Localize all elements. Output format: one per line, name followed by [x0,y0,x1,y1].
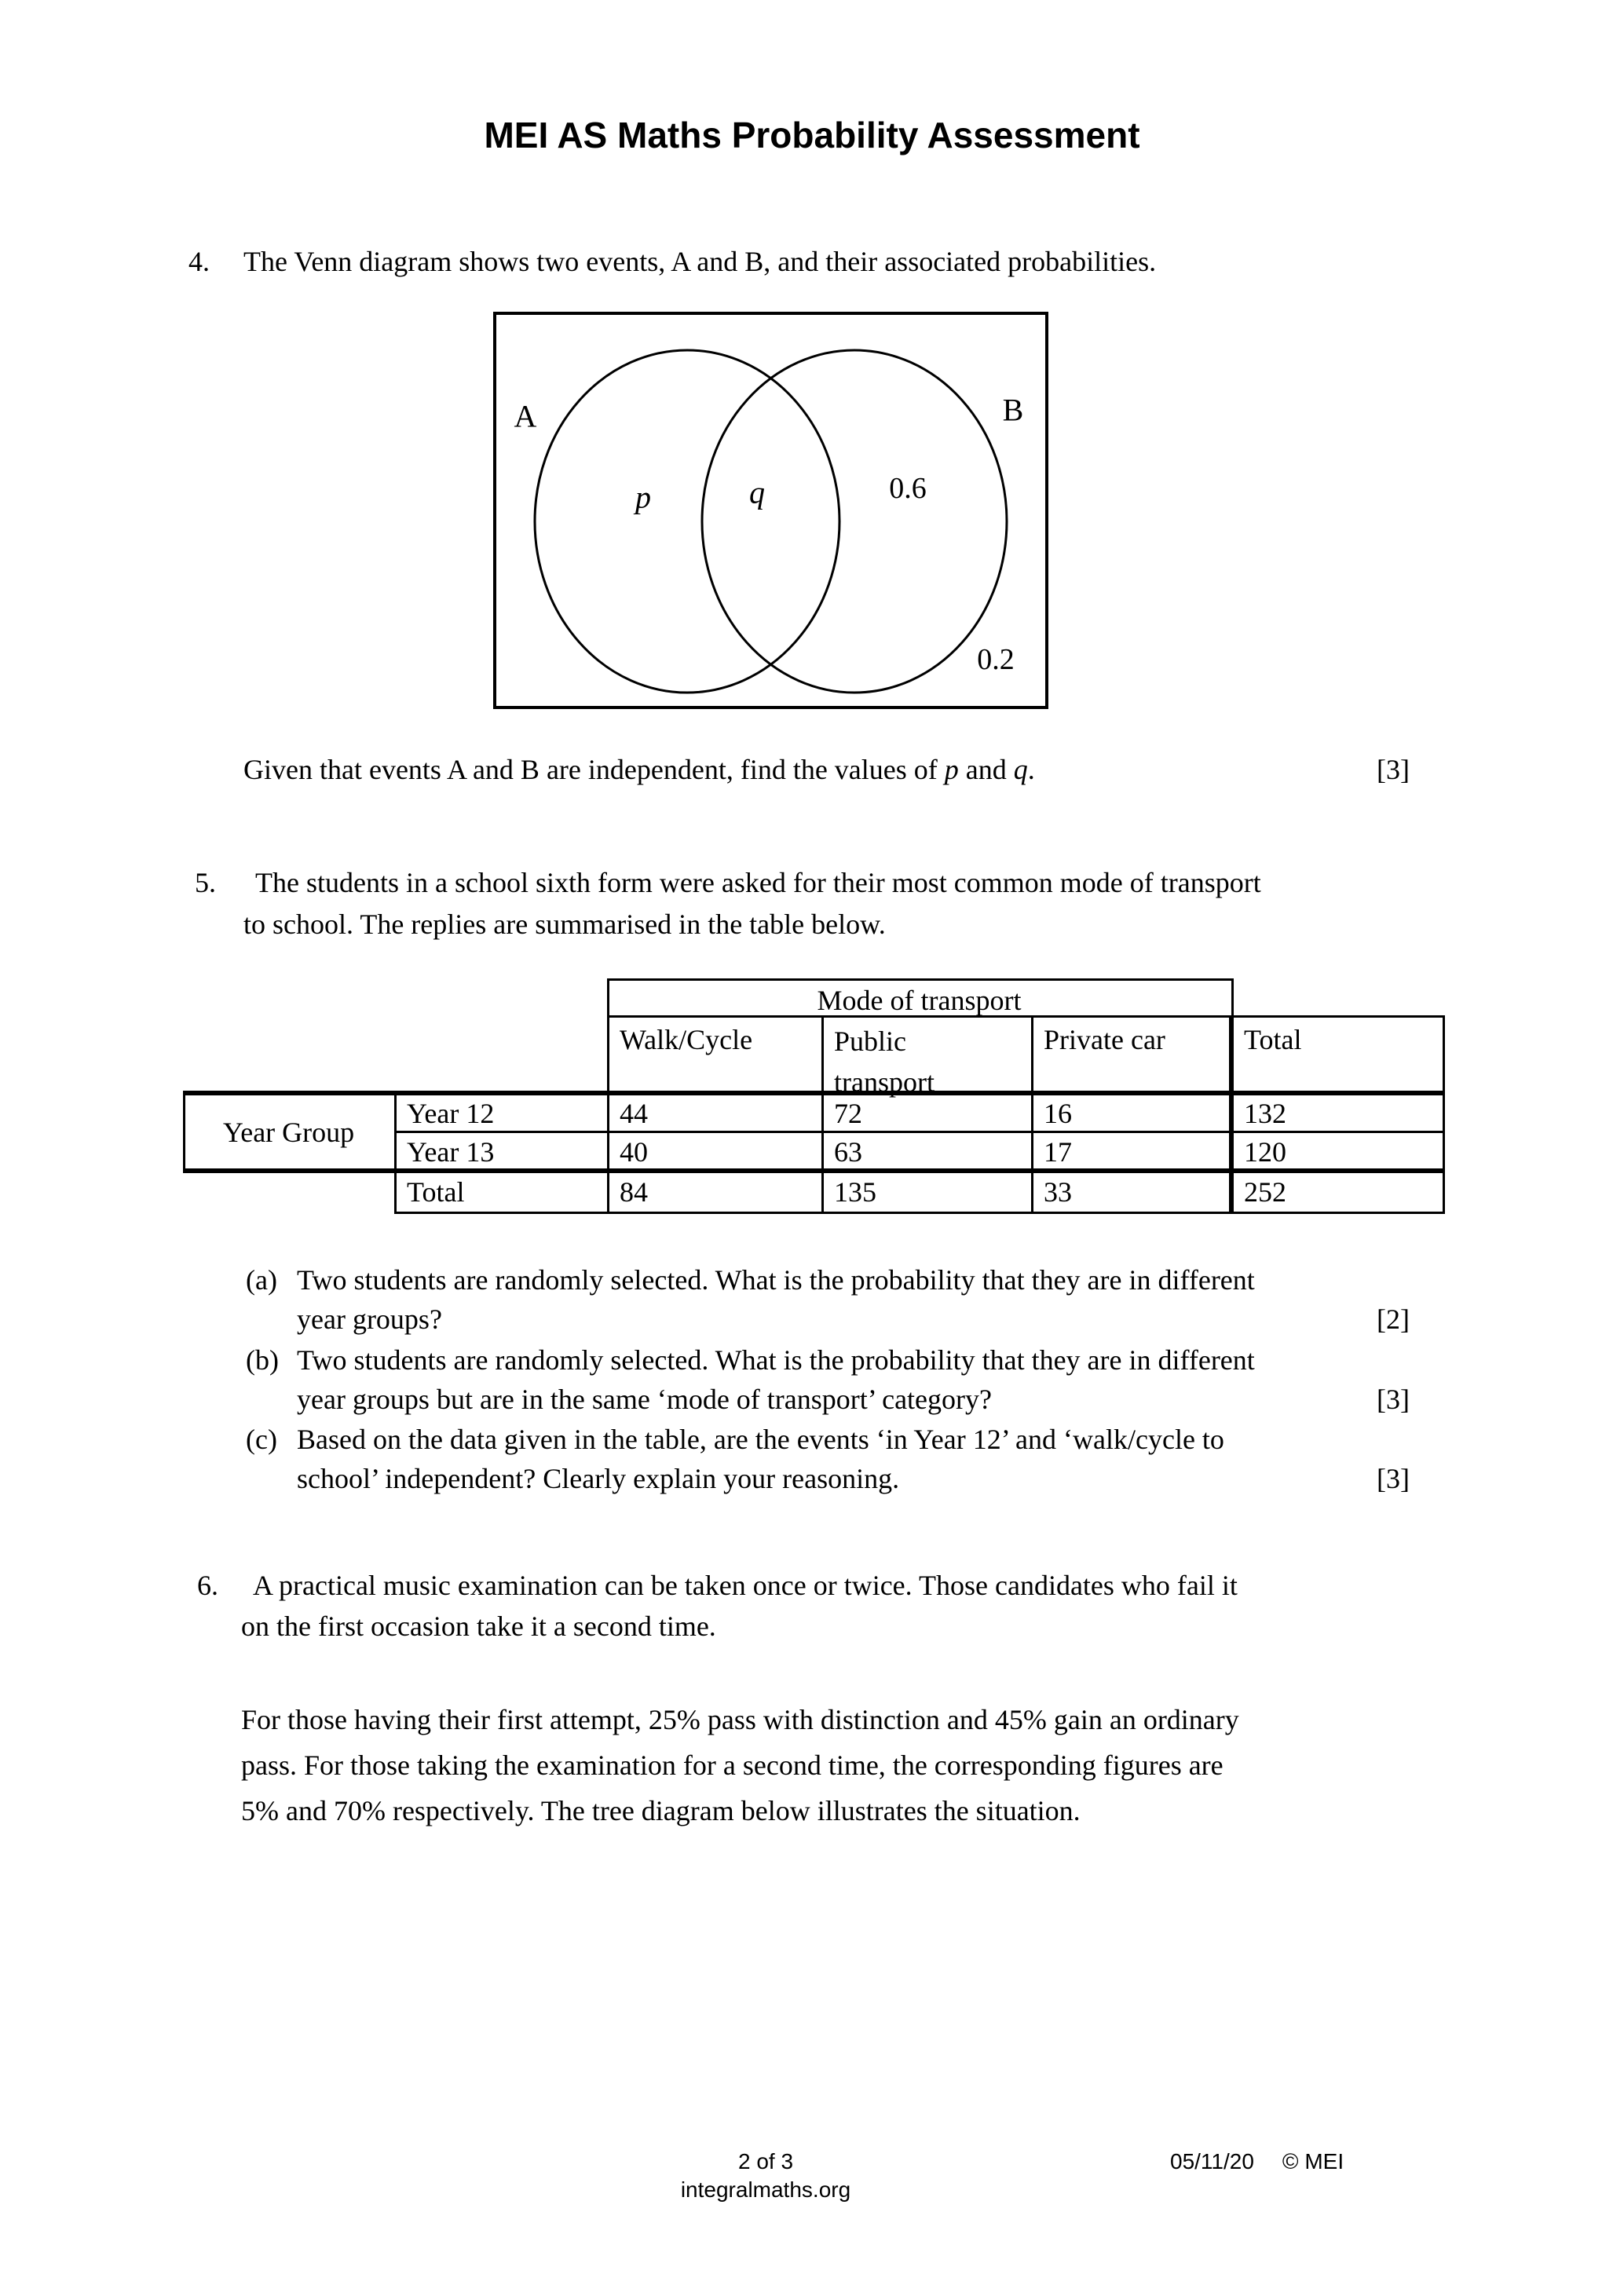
q6-line1: A practical music examination can be taken once or twice. Those candidates who fail it [253,1570,1238,1601]
table-line [1031,1015,1033,1214]
venn-value-b-only: 0.6 [889,472,927,505]
footer-date: 05/11/20 [1170,2149,1254,2174]
q4-given-period: . [1027,754,1035,785]
q5a-line1: Two students are randomly selected. What is the probability that they are in different [297,1264,1255,1296]
venn-svg [496,315,1045,706]
q4-prompt: The Venn diagram shows two events, A and B, and their associated probabilities. [243,246,1157,277]
footer-page-number: 2 of 3 [737,2149,794,2174]
table-line [394,1212,1445,1214]
q5c-label: (c) [246,1424,277,1455]
table-col-header-private: Private car [1044,1024,1165,1055]
q5b-line1: Two students are randomly selected. What is the probability that they are in different [297,1344,1255,1376]
q5b-label: (b) [246,1344,279,1376]
q5a-label: (a) [246,1264,277,1296]
q5-line2: to school. The replies are summarised in the table below. [243,909,886,940]
page-title: MEI AS Maths Probability Assessment [484,115,1140,155]
q6-para2-line1: For those having their first attempt, 25% pass with distinction and 45% gain an ordinary [241,1704,1239,1735]
q4-given-text: Given that events A and B are independent, find the values of [243,754,945,785]
table-cell: 16 [1044,1098,1072,1129]
table-corner-label: Year Group [222,1117,355,1148]
q4-given-and: and [958,754,1014,785]
q4-marks: [3] [1377,754,1410,785]
q5b-line2: year groups but are in the same ‘mode of transport’ category? [297,1384,992,1415]
table-line [1231,978,1234,1015]
table-cell: 33 [1044,1176,1072,1208]
table-cell: 120 [1244,1136,1286,1168]
venn-circle-b [702,350,1007,693]
table-cell: 63 [834,1136,862,1168]
venn-circle-a [535,350,839,693]
q5a-line2: year groups? [297,1303,442,1335]
table-cell: 72 [834,1098,862,1129]
q6-para2-line3: 5% and 70% respectively. The tree diagram below illustrates the situation. [241,1795,1081,1826]
table-row-label: Year 13 [407,1136,495,1168]
table-line [821,1015,824,1214]
footer-copyright: © MEI [1282,2149,1344,2174]
q4-number: 4. [188,246,210,277]
table-line [394,1093,397,1214]
table-line [394,1131,1445,1133]
q5c-line2: school’ independent? Clearly explain your reasoning. [297,1463,900,1494]
table-cell: 135 [834,1176,876,1208]
q6-para2-line2: pass. For those taking the examination for a second time, the corresponding figures are [241,1749,1223,1781]
q4-var-p: p [944,754,959,785]
q4-var-q: q [1013,754,1028,785]
venn-value-outside: 0.2 [977,643,1015,676]
table-cell: 132 [1244,1098,1286,1129]
q6-line2: on the first occasion take it a second time. [241,1610,716,1642]
table-cell: 84 [620,1176,648,1208]
q5c-line1: Based on the data given in the table, are the events ‘in Year 12’ and ‘walk/cycle to [297,1424,1224,1455]
table-mode-header: Mode of transport [817,985,1022,1016]
table-thick-line [1229,1015,1234,1214]
venn-diagram [493,312,1048,709]
venn-label-b: B [1002,392,1024,428]
footer-site: integralmaths.org [680,2177,851,2202]
table-col-header-total: Total [1244,1024,1302,1055]
table-col-header-walk: Walk/Cycle [620,1024,753,1055]
q5-number: 5. [195,867,216,898]
q4-given-line [243,752,1035,787]
table-row-label: Year 12 [407,1098,495,1129]
venn-value-q: q [749,474,765,510]
venn-label-a: A [514,398,537,434]
q5a-marks: [2] [1377,1303,1410,1335]
table-thick-line [183,1091,1445,1095]
footer-right [1170,2148,1344,2175]
table-line [607,978,1234,981]
table-cell: 40 [620,1136,648,1168]
table-cell: 252 [1244,1176,1286,1208]
q6-number: 6. [197,1570,218,1601]
table-col-header-public: Public transport [834,1026,935,1098]
table-cell: 17 [1044,1136,1072,1168]
q5c-marks: [3] [1377,1463,1410,1494]
q5-line1: The students in a school sixth form were asked for their most common mode of transport [255,867,1261,898]
table-row-label: Total [407,1176,465,1208]
q5b-marks: [3] [1377,1384,1410,1415]
venn-value-p: p [635,479,651,515]
table-cell: 44 [620,1098,648,1129]
table-line [1443,1015,1445,1214]
